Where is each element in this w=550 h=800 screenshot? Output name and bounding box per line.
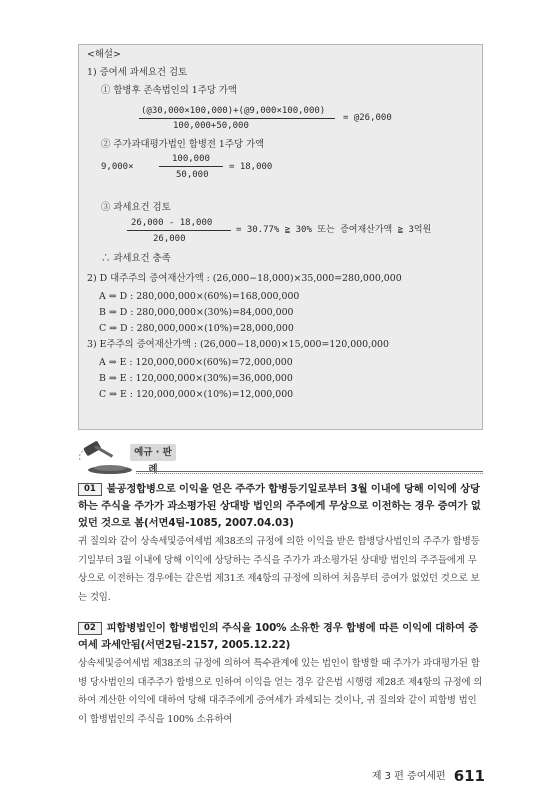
fraction-bar xyxy=(127,230,231,231)
page-footer xyxy=(372,766,485,785)
gift-row: A ⇒ D : 280,000,000×(60%)=168,000,000 xyxy=(99,291,300,302)
divider xyxy=(136,473,483,474)
step1-result: = @26,000 xyxy=(343,113,392,123)
case-body: 귀 질의와 같이 상속세및증여세법 제38조의 규정에 의한 이익을 받은 합병당사법인의 주주가 합병등기일부터 3월 이내에 당해 이익에 상당하는 주식을 주가가 과소평가된 상대방 법인의 주주들에게 무상으로 이전하는 경우에는 같은법 제31조 제4항의 규정에 의하여 처음부터 증여가 없었던 것으로 보는 것임. xyxy=(78,536,480,603)
step2-denominator: 50,000 xyxy=(176,170,209,180)
case-number: 01 xyxy=(78,483,102,496)
case-title-text: 불공정합병으로 이익을 얻은 주주가 합병등기일로부터 3월 이내에 당해 이익에 상당하는 주식을 주가가 과소평가된 상대방 법인의 주주에게 무상으로 이전하는 경우 증여가 없었던 것으로 봄(서면4팀-1085, 2007.04.03) xyxy=(78,483,481,529)
step2-prefix: 9,000× xyxy=(101,162,134,172)
case-01 xyxy=(78,481,483,607)
section1-title: 1) 증여세 과세요건 검토 xyxy=(87,67,188,78)
section3-title: 3) E주주의 증여재산가액 : (26,000−18,000)×15,000=120,000,000 xyxy=(87,339,389,350)
case-body: 상속세및증여세법 제38조의 규정에 의하여 특수관계에 있는 법인이 합병할 때 주가가 과대평가된 합병 당사법인의 대주주가 합병으로 인하여 이익을 얻는 경우 같은법 시행령 제28조 제4항의 규정에 의하여 계산한 이익에 대하여 당해 대주주에게 증여세가 과세되는 것이나, 귀 질의와 같이 피합병 법인이 합병법인의 주식을 100% 소유하여 xyxy=(78,658,483,725)
explanation-box xyxy=(78,44,483,430)
gift-row: C ⇒ E : 120,000,000×(10%)=12,000,000 xyxy=(99,389,294,400)
section-name: 제 3 편 증여세편 xyxy=(371,771,446,782)
section2-title: 2) D 대주주의 증여재산가액 : (26,000−18,000)×35,000=280,000,000 xyxy=(87,273,402,284)
step2-result: = 18,000 xyxy=(229,162,273,172)
gift-row: B ⇒ D : 280,000,000×(30%)=84,000,000 xyxy=(99,307,294,318)
case-title xyxy=(78,481,483,532)
step3-denominator: 26,000 xyxy=(153,234,186,244)
case-number: 02 xyxy=(78,622,102,635)
explanation-label: <해설> xyxy=(87,49,121,60)
case-title xyxy=(78,620,483,654)
gift-row: C ⇒ D : 280,000,000×(10%)=28,000,000 xyxy=(99,323,294,334)
ruling-label: 예규 · 판례 xyxy=(130,444,176,461)
step1-denominator: 100,000+50,000 xyxy=(173,121,249,131)
conclusion: ∴ 과세요건 충족 xyxy=(101,253,171,264)
fraction-bar xyxy=(159,166,223,167)
gift-row: B ⇒ E : 120,000,000×(30%)=36,000,000 xyxy=(99,373,293,384)
gift-row: A ⇒ E : 120,000,000×(60%)=72,000,000 xyxy=(99,357,293,368)
step2-title: ② 주가과대평가법인 합병전 1주당 가액 xyxy=(101,139,265,150)
fraction-bar xyxy=(139,118,335,119)
step3-result: = 30.77% ≧ 30% 또는 증여재산가액 ≧ 3억원 xyxy=(236,225,432,235)
case-02 xyxy=(78,620,483,729)
case-title-text: 피합병법인이 합병법인의 주식을 100% 소유한 경우 합병에 따른 이익에 대하여 증여세 과세안됨(서면2팀-2157, 2005.12.22) xyxy=(78,622,479,651)
step1-numerator: (@30,000×100,000)+(@9,000×100,000) xyxy=(141,106,326,116)
step3-title: ③ 과세요건 검토 xyxy=(101,202,171,213)
step1-title: ① 합병후 존속법인의 1주당 가액 xyxy=(101,85,237,96)
page-number: 611 xyxy=(453,767,485,785)
ruling-banner xyxy=(78,436,483,476)
step3-numerator: 26,000 - 18,000 xyxy=(131,218,213,228)
divider xyxy=(136,471,483,472)
step2-numerator: 100,000 xyxy=(172,154,210,164)
gavel-icon xyxy=(78,436,138,476)
